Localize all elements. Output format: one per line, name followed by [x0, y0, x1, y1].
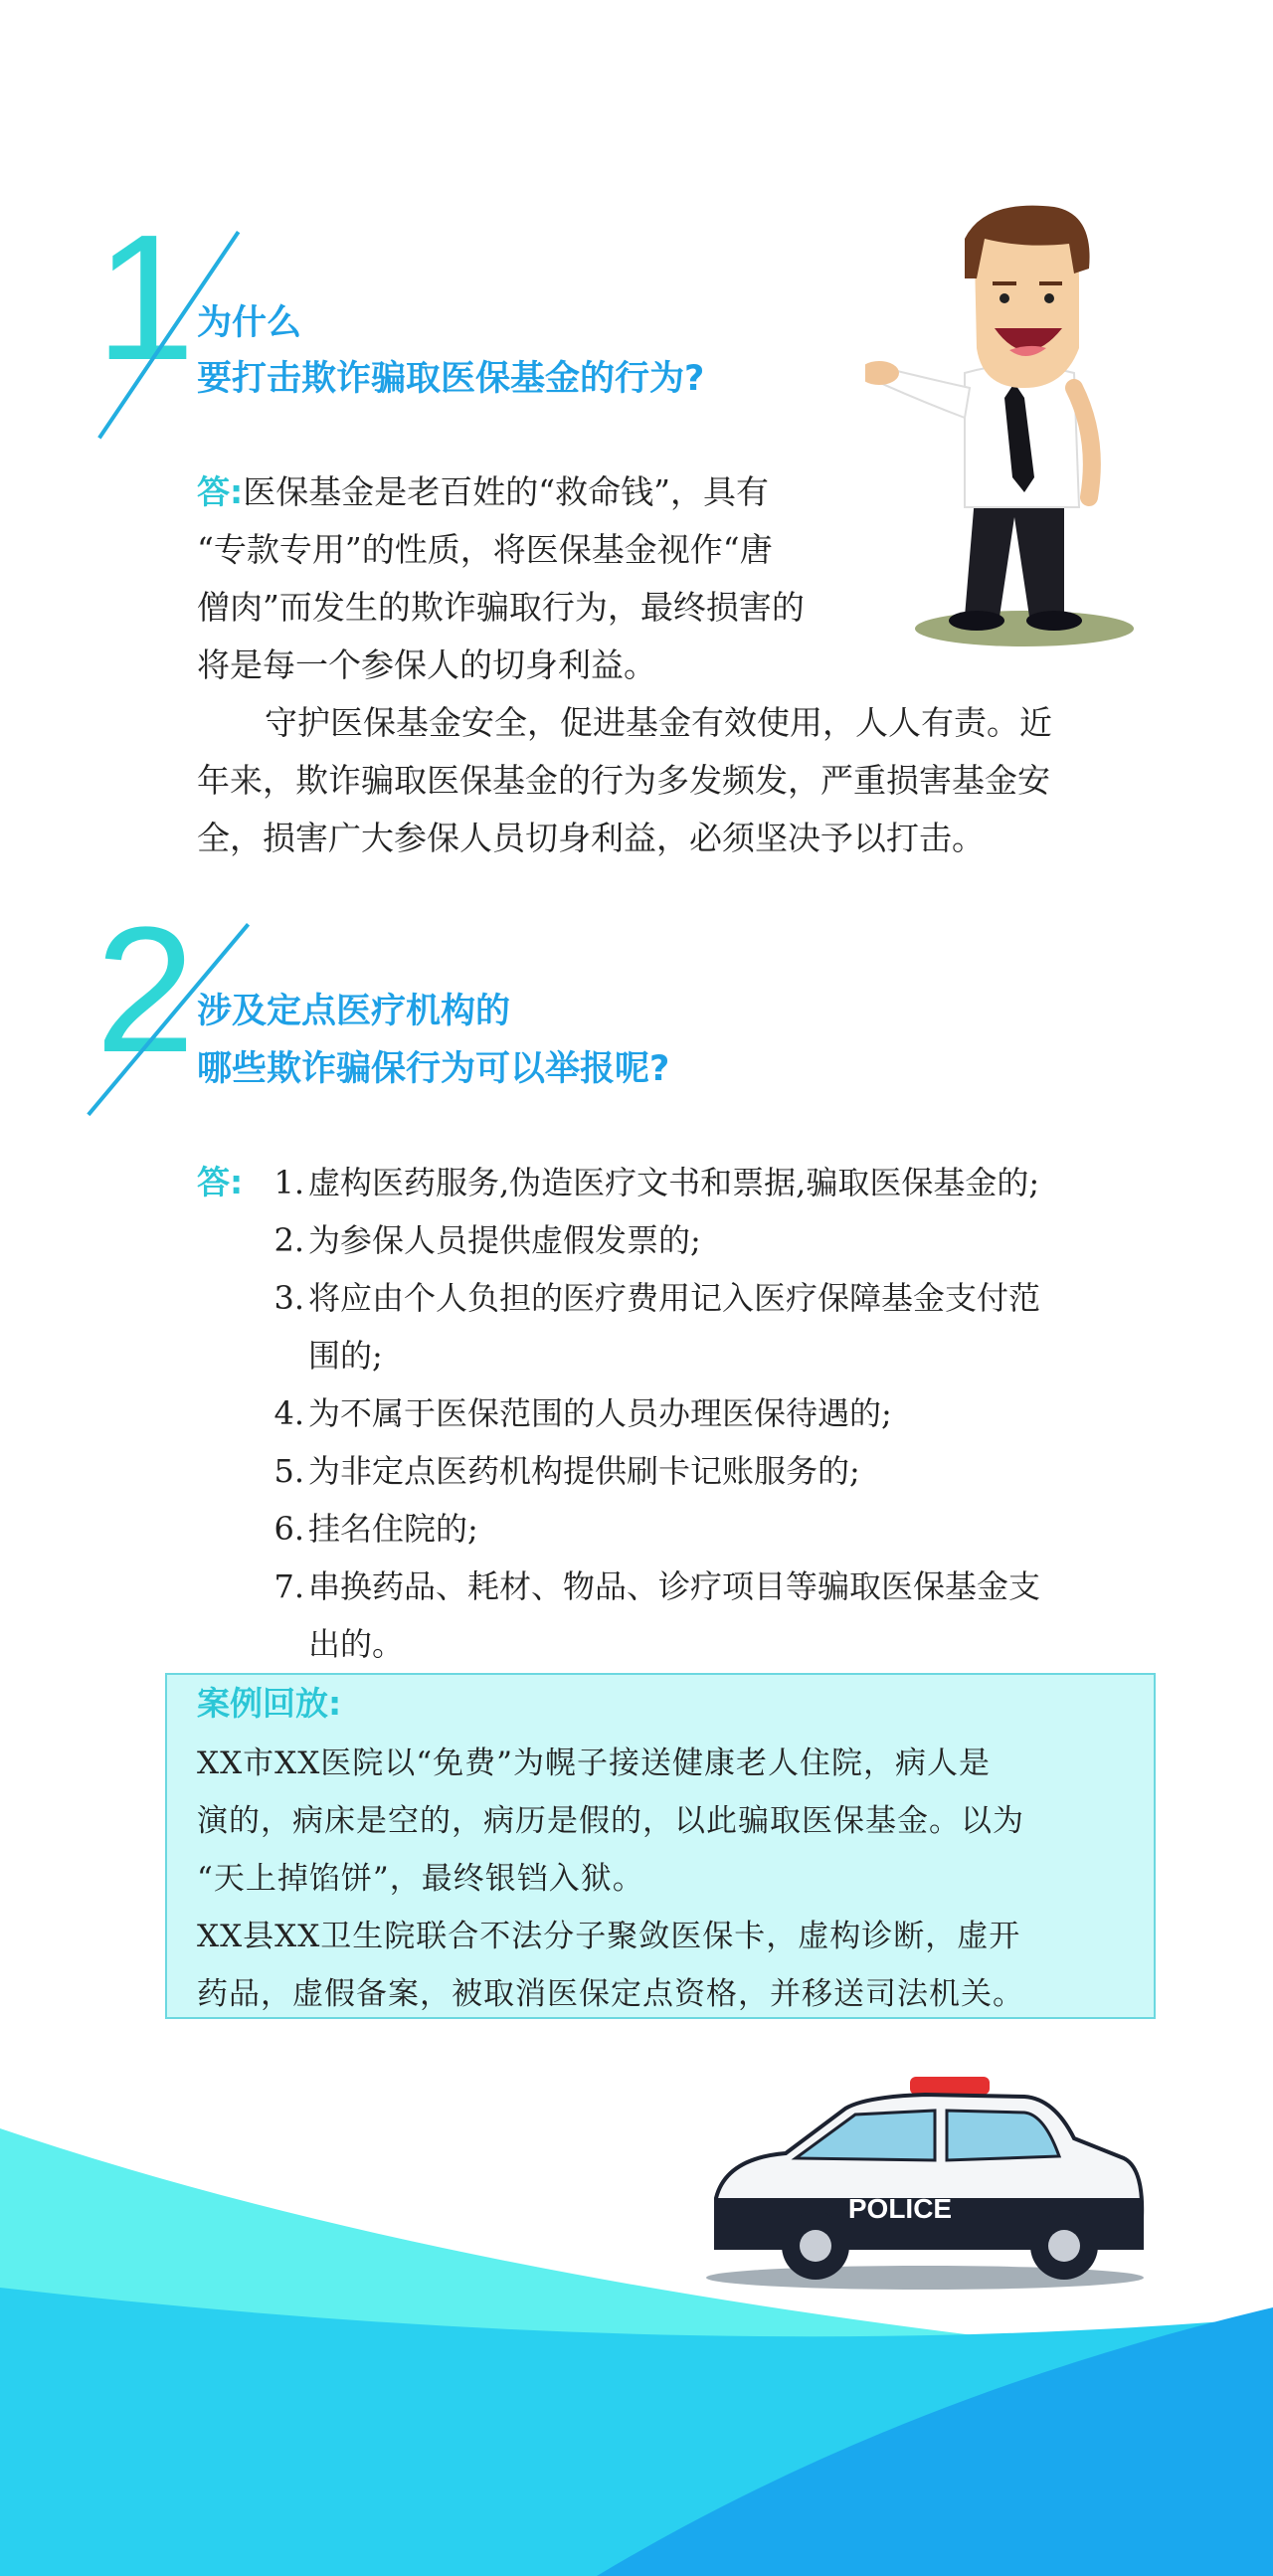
section2-number: 2: [95, 890, 196, 1090]
case-title: 案例回放:: [197, 1684, 342, 1723]
text-line: “天上掉馅饼”，最终银铛入狱。: [197, 1861, 644, 1897]
section2-title-line2: 哪些欺诈骗保行为可以举报呢?: [197, 1049, 670, 1089]
section1-title-line2: 要打击欺诈骗取医保基金的行为?: [197, 359, 705, 399]
text-line: 药品，虚假备案，被取消医保定点资格，并移送司法机关。: [197, 1976, 1024, 2012]
text-line: “专款专用”的性质，将医保基金视作“唐: [197, 530, 773, 569]
police-label: POLICE: [847, 2193, 953, 2224]
section2-answer-label: 答:: [197, 1163, 244, 1201]
answer-label: 答:: [197, 472, 244, 511]
text-line: 将是每一个参保人的切身利益。: [197, 645, 656, 684]
case2-paragraph: [197, 1908, 1132, 2023]
list-item: 1. 虚构医药服务,伪造医疗文书和票据,骗取医保基金的;: [273, 1164, 1040, 1201]
list-item: 4. 为不属于医保范围的人员办理医保待遇的;: [273, 1394, 892, 1432]
text-line: 演的，病床是空的，病历是假的，以此骗取医保基金。以为: [197, 1803, 1024, 1839]
section2-title-line1: 涉及定点医疗机构的: [197, 992, 511, 1031]
section1-number: 1: [95, 198, 196, 398]
text-line: 守护医保基金安全，促进基金有效使用，人人有责。近: [265, 703, 1052, 742]
list-item: 6. 挂名住院的;: [273, 1510, 478, 1548]
text-line: 僧肉”而发生的欺诈骗取行为，最终损害的: [197, 588, 805, 627]
case1-paragraph: [197, 1735, 1132, 1908]
list-item: 3. 将应由个人负担的医疗费用记入医疗保障基金支付范 围的;: [273, 1279, 1041, 1375]
text-line: 全，损害广大参保人员切身利益，必须坚决予以打击。: [197, 819, 985, 857]
police-car-illustration: [696, 2069, 1154, 2298]
section1-answer-paragraph: [197, 463, 913, 694]
text-line: XX市XX医院以“免费”为幌子接送健康老人住院，病人是: [197, 1746, 991, 1781]
text-line: 年来，欺诈骗取医保基金的行为多发频发，严重损害基金安: [197, 761, 1050, 800]
text-line: 医保基金是老百姓的“救命钱”，具有: [243, 472, 769, 511]
list-item: 7. 串换药品、耗材、物品、诊疗项目等骗取医保基金支 出的。: [273, 1567, 1041, 1663]
fraud-behavior-list: [259, 1154, 1203, 1673]
list-item: 2. 为参保人员提供虚假发票的;: [273, 1221, 701, 1259]
text-line: XX县XX卫生院联合不法分子聚敛医保卡，虚构诊断，虚开: [197, 1919, 1021, 1954]
case-review-box: [165, 1673, 1156, 2019]
list-item: 5. 为非定点医药机构提供刷卡记账服务的;: [273, 1452, 860, 1490]
section1-paragraph2: [197, 694, 1152, 867]
section1-title-line1: 为什么: [197, 303, 302, 343]
